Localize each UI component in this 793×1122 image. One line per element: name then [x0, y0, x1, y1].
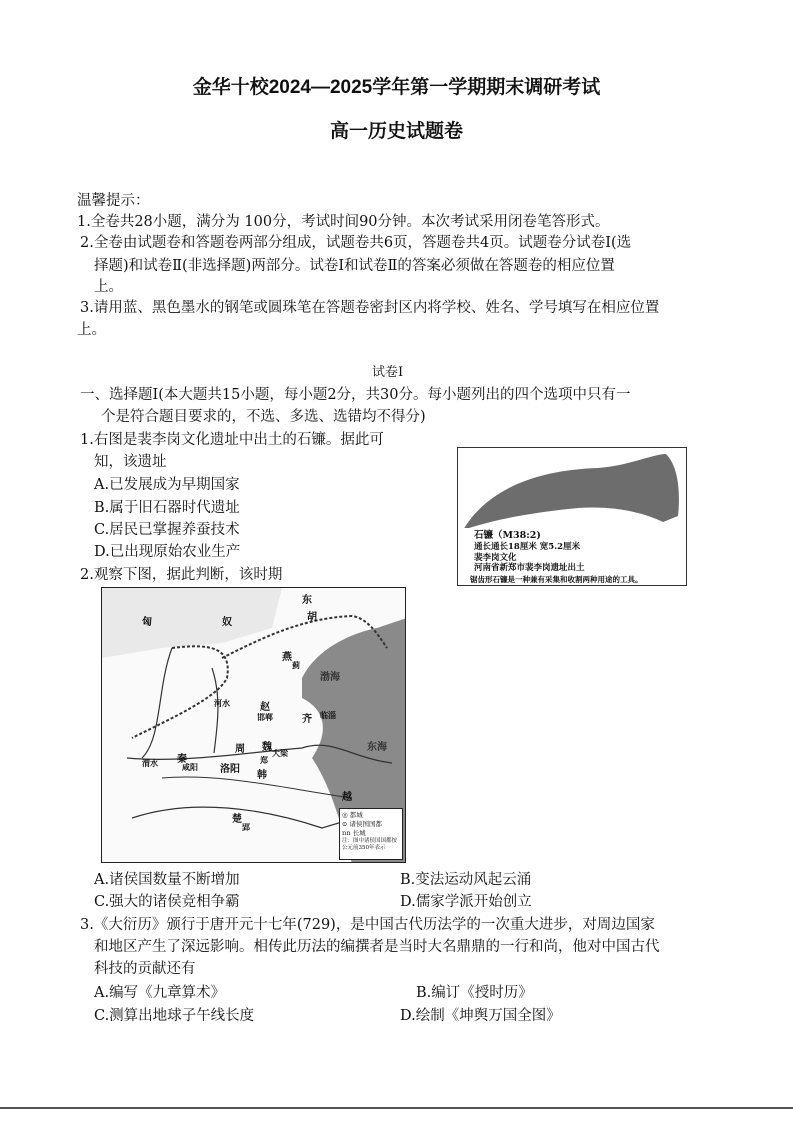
section-intro: 个是符合题目要求的，不选、多选、选错均不得分)	[101, 409, 426, 425]
map-label: 大梁	[272, 748, 288, 758]
map-label: 匈	[142, 617, 152, 628]
map-label: 周	[235, 744, 245, 755]
map-label: 蓟	[292, 660, 300, 670]
notice-item: 2.全卷由试题卷和答题卷两部分组成，试题卷共6页，答题卷共4页。试题卷分试卷Ⅰ(选	[80, 235, 632, 251]
map-label: 郢	[242, 822, 250, 832]
map-label: 河水	[214, 698, 230, 708]
map-label: 洛阳	[220, 764, 240, 775]
section-intro: 一、选择题Ⅰ(本大题共15小题，每小题2分，共30分。每小题列出的四个选项中只有一	[80, 387, 631, 403]
map-label: 燕	[282, 652, 292, 663]
q1-stem: 知，该遗址	[94, 454, 167, 470]
q3-stem: 和地区产生了深远影响。相传此历法的编撰者是当时大名鼎鼎的一行和尚，他对中国古代	[94, 939, 660, 955]
map-label: 咸阳	[182, 762, 198, 772]
exam-subtitle: 高一历史试题卷	[329, 121, 463, 142]
map-label: 魏	[262, 742, 272, 753]
q2-option-d[interactable]: D.儒家学派开始创立	[400, 894, 532, 910]
map-legend: ◎ 都城 ⊙ 诸侯国国都 ռռ 长城 注：图中诸侯国国都按公元前350年表示	[339, 808, 403, 860]
q2-stem: 2.观察下图，据此判断，该时期	[80, 567, 283, 583]
notice-item: 上。	[94, 279, 123, 295]
legend-wall: 长城	[352, 829, 366, 837]
map-label: 奴	[222, 617, 232, 628]
notice-item: 择题)和试卷Ⅱ(非选择题)两部分。试卷Ⅰ和试卷Ⅱ的答案必须做在答题卷的相应位置	[94, 258, 615, 274]
map-label: 渭水	[142, 758, 158, 768]
q1-option-d[interactable]: D.已出现原始农业生产	[94, 544, 241, 560]
map-label: 临淄	[320, 710, 336, 720]
q2-option-b[interactable]: B.变法运动风起云涌	[400, 872, 532, 888]
section-label: 试卷Ⅰ	[372, 365, 404, 380]
map-label: 胡	[307, 612, 317, 623]
notice-item: 3.请用蓝、黑色墨水的钢笔或圆珠笔在答题卷密封区内将学校、姓名、学号填写在相应位置	[80, 300, 660, 316]
legend-state-capital: 诸侯国国都	[349, 820, 383, 828]
q3-option-b[interactable]: B.编订《授时历》	[416, 985, 533, 1001]
warring-states-map	[101, 587, 406, 863]
q3-option-a[interactable]: A.编写《九章算术》	[94, 985, 226, 1001]
q3-option-c[interactable]: C.测算出地球子午线长度	[94, 1008, 255, 1024]
map-label: 楚	[232, 814, 242, 825]
map-label: 东	[302, 595, 312, 606]
legend-capital: 都城	[349, 811, 363, 819]
q1-stem: 1.右图是裴李岗文化遗址中出土的石镰。据此可	[80, 432, 384, 448]
q1-option-a[interactable]: A.已发展成为早期国家	[94, 477, 240, 493]
q3-option-d[interactable]: D.绘制《坤舆万国全图》	[400, 1008, 561, 1024]
figure-caption: 河南省新郑市裴李岗遗址出土	[474, 563, 585, 573]
map-label: 韩	[257, 770, 267, 781]
q3-stem: 科技的贡献还有	[94, 961, 196, 977]
figure-caption: 通长通长18厘米 宽5.2厘米	[474, 542, 581, 552]
map-label: 越	[342, 792, 352, 803]
map-label: 郑	[260, 755, 268, 765]
legend-note: 注：图中诸侯国国都按公元前350年表示	[342, 838, 398, 851]
map-label: 邯郸	[257, 712, 273, 722]
map-label: 东海	[367, 742, 387, 753]
stone-sickle-figure	[457, 447, 687, 586]
figure-caption: 锯齿形石镰是一种兼有采集和收割两种用途的工具。	[470, 575, 643, 584]
q2-option-c[interactable]: C.强大的诸侯竞相争霸	[94, 894, 240, 910]
figure-title: 石镰（M38:2)	[474, 530, 541, 541]
notice-heading: 温馨提示：	[77, 193, 150, 209]
page-bottom-rule	[0, 1107, 793, 1109]
notice-item: 1.全卷共28小题，满分为 100分，考试时间90分钟。本次考试采用闭卷笔答形式。	[77, 214, 610, 230]
q2-option-a[interactable]: A.诸侯国数量不断增加	[94, 872, 240, 888]
q1-option-b[interactable]: B.属于旧石器时代遗址	[94, 500, 240, 516]
stone-sickle-image	[458, 448, 685, 528]
map-label: 赵	[260, 702, 270, 713]
exam-title: 金华十校2024—2025学年第一学期期末调研考试	[192, 77, 601, 98]
q3-stem: 3.《大衍历》颁行于唐开元十七年(729)，是中国古代历法学的一次重大进步，对周边国家	[80, 917, 655, 933]
map-label: 渤海	[320, 672, 340, 683]
figure-caption: 裴李岗文化	[474, 553, 517, 563]
map-label: 秦	[177, 754, 187, 765]
q1-option-c[interactable]: C.居民已掌握养蚕技术	[94, 522, 240, 538]
map-label: 齐	[302, 714, 312, 725]
notice-item: 上。	[77, 322, 106, 338]
